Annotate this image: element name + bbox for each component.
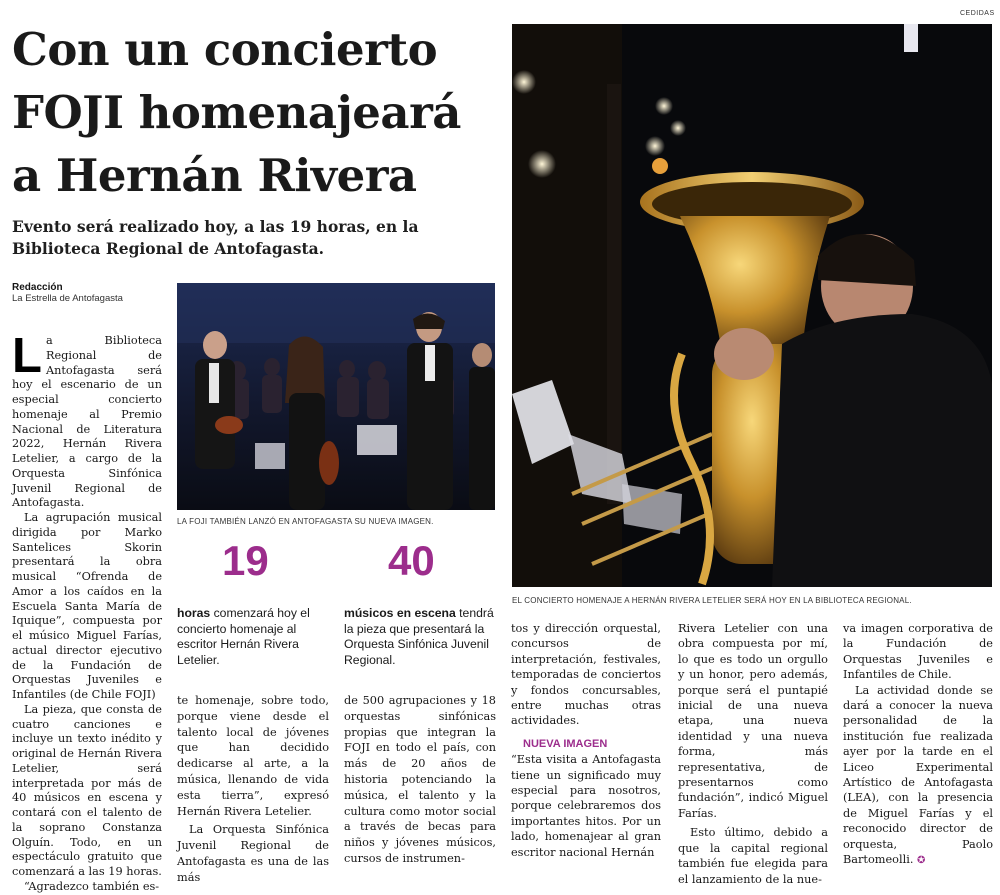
photo-caption-orchestra: LA FOJI TAMBIÉN LANZÓ EN ANTOFAGASTA SU NUEVA IMAGEN. [177, 517, 434, 526]
fact-number-musicians: 40 [388, 537, 435, 584]
paragraph: va imagen corporativa de la Fundación de Orquestas Juveniles e Infantiles de Chile. [843, 622, 993, 682]
paragraph: tos y dirección orquestal, concursos de interpretación, festivales, temporadas de conciertos y fondos concursables, entre muchas otras actividades. [511, 622, 661, 728]
fact-highlight: músicos en escena [344, 606, 456, 620]
paragraph [843, 683, 993, 869]
end-mark-icon: ✪ [917, 855, 926, 867]
fact-text: comenzará hoy el concierto homenaje al escritor Hernán Rivera Letelier. [177, 606, 310, 667]
paragraph: de 500 agrupaciones y 18 orquestas sinfónicas propias que integran la FOJI en todo el país, con más de 20 años de historia potenciando la música, el talento y la cultura como motor social a través de becas para niños y jóvenes músicos, cursos de instrumen- [344, 694, 496, 865]
paragraph-intro-text: a Biblioteca Regional de Antofagasta será hoy el escenario de un especial concierto homenaje al Premio Nacional de Literatura 2022, Hernán Rivera Letelier, a cargo de la Orquesta Sinfónica Juvenil Regional de Antofagasta. [12, 334, 162, 510]
byline-outlet: La Estrella de Antofagasta [12, 293, 123, 304]
headline [12, 18, 502, 207]
paragraph-intro [12, 329, 162, 511]
paragraph: “Agradezco también es- [24, 879, 160, 893]
fact-text: tendrá la pieza que presentará la Orquesta Sinfónica Juvenil Regional. [344, 606, 494, 667]
paragraph-text: La actividad donde se dará a conocer la nueva personalidad de la institución fue realizada ayer por la tarde en el Liceo Experimental Artístico de Antofagasta (LEA), con la presencia de Miguel Farías y el reconocido director de orquesta, Paolo Bartomeolli. [843, 683, 993, 867]
fact-number-hours: 19 [222, 537, 269, 584]
orchestra-photo-image [177, 283, 495, 510]
article-column-5 [678, 621, 828, 887]
byline-author: Redacción [12, 282, 63, 293]
photo-credit: CEDIDAS [960, 10, 995, 17]
article-column-4 [511, 621, 661, 860]
paragraph: Rivera Letelier con una obra compuesta por mí, lo que es todo un orgullo y un honor, pero además, porque será el puntapié inicial de una nueva etapa, una nueva identidad y una nueva forma, más representativa, de presentarnos como fundación”, indicó Miguel Farías. [678, 622, 828, 820]
orchestra-photo [177, 283, 495, 510]
tuba-player-photo [512, 24, 992, 587]
headline-line-1: Con un concierto [12, 23, 438, 76]
article-column-1 [12, 329, 162, 895]
section-subhead: NUEVA IMAGEN [523, 737, 608, 750]
byline [12, 282, 123, 304]
photo-caption-tuba: EL CONCIERTO HOMENAJE A HERNÁN RIVERA LETELIER SERÁ HOY EN LA BIBLIOTECA REGIONAL. [512, 596, 912, 605]
article-column-2 [177, 693, 329, 886]
deck-subtitle: Evento será realizado hoy, a las 19 horas, en la Biblioteca Regional de Antofagasta. [12, 217, 419, 258]
article-column-6 [843, 621, 993, 869]
paragraph: La agrupación musical dirigida por Marko Santelices Skorin presentará la obra musical “Ofrenda de Amor a los caídos en la Escuela Santa María de Iquique”, compuesta por el músico Miguel Farías, actual director ejecutivo de la Fundación de Orquestas Juveniles e Infantiles (de Chile FOJI) [12, 511, 162, 701]
paragraph: “Esta visita a Antofagasta tiene un significado muy especial para nosotros, porque celebraremos dos importantes hitos. Por un lado, homenajear al gran escritor nacional Hernán [511, 753, 661, 859]
headline-line-3: a Hernán Rivera [12, 149, 417, 202]
paragraph: La pieza, que consta de cuatro canciones e incluye un texto inédito y original de Hernán Rivera Letelier, será interpretada por más de 40 músicos en escena y contará con el talento de la soprano Constanza Olguín. Todo, en un espectáculo gratuito que comenzará a las 19 horas. [12, 702, 162, 878]
paragraph: La Orquesta Sinfónica Juvenil Regional de Antofagasta es una de las más [177, 823, 329, 884]
article-column-3 [344, 693, 496, 867]
fact-highlight: horas [177, 606, 211, 620]
fact-box-musicians [344, 606, 496, 668]
paragraph: Esto último, debido a que la capital regional también fue elegida para el lanzamiento de la nue- [678, 826, 828, 886]
paragraph: te homenaje, sobre todo, porque viene desde el talento local de jóvenes que han decidido dedicarse al arte, a la música, llenando de vida esta tierra”, expresó Hernán Rivera Letelier. [177, 694, 329, 818]
headline-line-2: FOJI homenajeará [12, 86, 461, 139]
fact-box-hours [177, 606, 329, 668]
drop-cap: L [12, 329, 42, 383]
tuba-player-photo-image [512, 24, 992, 587]
